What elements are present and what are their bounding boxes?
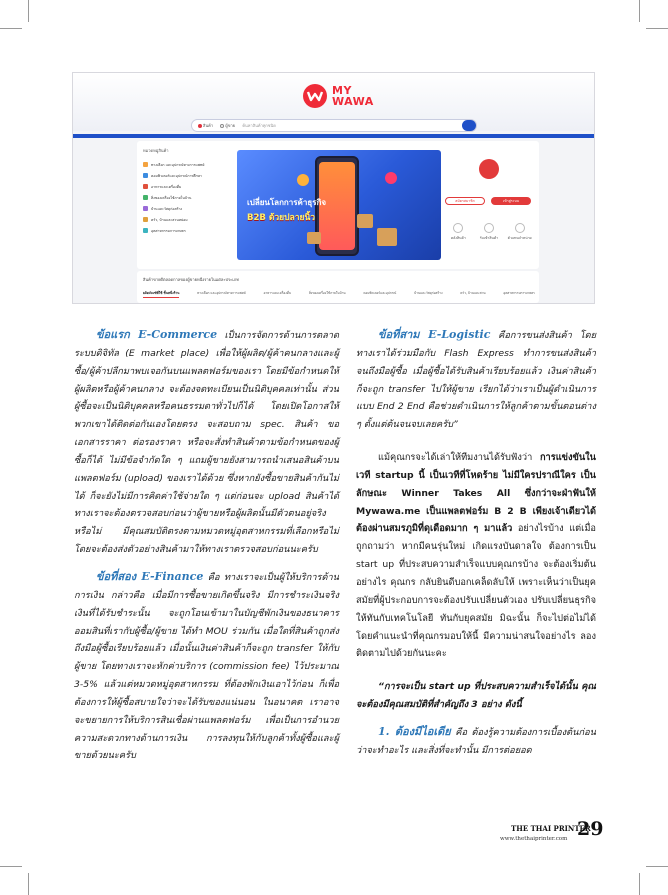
crop-mark — [28, 0, 29, 22]
category-title: หมวดหมู่สินค้า — [143, 148, 169, 153]
inbox-icon — [484, 223, 494, 233]
category-label: สิ่งของเครื่องใช้ภายในบ้าน — [151, 195, 192, 200]
quick-links — [443, 223, 535, 241]
search-option-label: สินค้า — [203, 123, 214, 128]
crop-mark — [646, 28, 668, 29]
logo-text — [332, 85, 374, 107]
magazine-brand: THE THAI PRINTER — [511, 824, 591, 833]
tab-item[interactable]: บ้านและวัสดุก่อสร้าง — [414, 291, 443, 295]
lead-efinance: ข้อที่สอง E-Finance — [96, 569, 204, 583]
category-icon — [143, 228, 148, 233]
crop-mark — [0, 28, 22, 29]
category-icon — [143, 173, 148, 178]
search-option-label: ผู้ขาย — [225, 123, 236, 128]
category-icon — [143, 184, 148, 189]
login-button[interactable]: เข้าสู่ระบบ — [491, 197, 531, 205]
warehouse-icon — [453, 223, 463, 233]
category-item[interactable] — [143, 203, 235, 214]
quick-link[interactable] — [477, 223, 501, 241]
tab-item[interactable]: ผลิตภัณฑ์ที่ใช้ ชิ้นหนึ่งร้าน — [143, 291, 179, 298]
parcel-illustration — [357, 214, 373, 228]
logo-text-line-2: WAWA — [332, 95, 374, 108]
paragraph-gap — [356, 434, 596, 449]
search-bar[interactable] — [191, 119, 477, 132]
tab-item[interactable]: ครัว, บ้านและสวน — [460, 291, 486, 295]
category-label: อุตสาหกรรมการเกษตร — [151, 228, 186, 233]
search-input[interactable]: ค้นหาสินค้าทุกชนิด — [242, 123, 276, 128]
crop-mark — [639, 0, 640, 22]
banner-subheadline: B2B ด้วยปลายนิ้ว — [247, 213, 316, 223]
lead-ecommerce: ข้อแรก E-Commerce — [96, 328, 218, 341]
register-button[interactable]: สมัครสมาชิก — [445, 197, 485, 205]
quick-link[interactable] — [508, 223, 532, 241]
quick-link[interactable] — [446, 223, 470, 241]
radio-icon — [198, 124, 202, 128]
website-screenshot — [72, 72, 595, 304]
logo-text-line-1: MY — [332, 84, 352, 97]
quick-link-label: รับเข้าสินค้า — [479, 236, 499, 240]
tab-item[interactable]: ทางเลือก และอุปกรณ์ทางการแพทย์ — [197, 291, 246, 295]
category-icon — [143, 206, 148, 211]
crop-mark — [639, 873, 640, 895]
startup-intro: แม้คุณกรจะได้เล่าให้ทีมงานได้รับฟังว่า — [378, 452, 540, 464]
category-item[interactable] — [143, 192, 235, 203]
mywawa-logo — [302, 83, 372, 113]
body-efinance: คือ ทางเราจะเป็นผู้ให้บริการด้านการเงิน กล่าวคือ เมื่อมีการซื้อขายเกิดขึ้นจริง มีการชำระเงินจริง เงินที่ได้รับชำระนั้น จะถูกโอนเข้ามาในบัญชีพักเงินของธนาคาร ออมสินที่เรากับผู้ซื้อ/ผู้ขาย ได้ทำ MOU ร่วมกัน เมื่อใดที่สินค้าถูกส่งถึงมือผู้ซื้อเรียบร้อยแล้ว เมื่อนั้นเงินค่าสินค้าก็จะถูก transfer ให้กับผู้ขาย โดยทางเราจะหักค่าบริการ (commission fee) ไว้ประมาณ 3-5% แล้วแต่หมวดหมู่อุตสาหกรรม ที่ต้องพักเงินเอาไว้ก่อน ก็เพื่อต้องการให้ผู้ซื้อสบายใจว่าจะได้รับของแน่นอน ในอนาคต เราอาจจะขยายการให้บริการสินเชื่อผ่านแพลตฟอร์ม เพื่อเป็นการอำนวยความสะดวกทางด้านการเงิน การลงทุนให้กับลูกค้าทั้งผู้ซื้อและผู้ขายด้วยนะครับ — [74, 571, 340, 762]
paragraph-gap — [356, 714, 596, 723]
site-header — [73, 73, 594, 131]
location-pin-icon — [385, 172, 397, 184]
category-item[interactable] — [143, 225, 235, 236]
category-icon — [143, 195, 148, 200]
paragraph-ecommerce — [74, 326, 339, 559]
body-idea: คือ ต้องรู้ความต้องการเบื้องต้นก่อนว่าจะทำอะไร และสิ่งที่จะทำนั้น มีการต่อยอด — [356, 726, 596, 756]
promo-banner[interactable] — [237, 150, 441, 260]
parcel-illustration — [377, 228, 397, 246]
category-label: ทางเลือก และอุปกรณ์ทางการแพทย์ — [151, 162, 205, 167]
strip-title: สินค้าขายดีตลอดกาลของผู้ขายหนึ่งรายในแต่ละประเภท — [143, 277, 239, 282]
paragraph-elogistic — [356, 326, 596, 434]
logo-mark-icon — [302, 83, 328, 109]
tab-item[interactable]: อาหารและเครื่องดื่ม — [263, 291, 292, 295]
left-column — [74, 326, 339, 765]
right-column — [356, 326, 596, 760]
category-label: บ้านและวัสดุก่อสร้าง — [151, 206, 183, 211]
dealer-icon — [515, 223, 525, 233]
lead-elogistic: ข้อที่สาม E-Logistic — [378, 328, 491, 341]
tab-item[interactable]: คอมพิวเตอร์และอุปกรณ์ — [363, 291, 397, 295]
search-option-products[interactable] — [198, 120, 213, 131]
category-item[interactable] — [143, 159, 235, 170]
category-item[interactable] — [143, 170, 235, 181]
quote: “การจะเป็น start up ที่ประสบความสำเร็จได้นั้น คุณจะต้องมีคุณสมบัติที่สำคัญถึง 3 อย่าง ดังนี้ — [356, 681, 596, 711]
crop-mark — [646, 866, 668, 867]
tab-item[interactable]: อุตสาหกรรมการเกษตร — [503, 291, 535, 295]
category-label: อาหารและเครื่องดื่ม — [151, 184, 182, 189]
category-list — [143, 147, 235, 236]
paragraph-gap — [74, 559, 339, 568]
crop-mark — [0, 866, 22, 867]
paragraph-efinance — [74, 568, 339, 765]
category-icon — [143, 162, 148, 167]
paragraph-startup — [356, 449, 596, 663]
main-card — [137, 141, 539, 269]
lead-idea: 1. ต้องมีไอเดีย — [378, 724, 451, 738]
paragraph-gap — [356, 663, 596, 678]
quick-link-label: ตัวแทนจำหน่าย — [507, 236, 532, 240]
user-panel — [443, 147, 535, 263]
magazine-url: www.thethaiprinter.com — [500, 836, 568, 842]
page-number: 29 — [577, 818, 604, 840]
crop-mark — [28, 873, 29, 895]
quick-link-label: คลังสินค้า — [450, 236, 466, 240]
startup-body: อย่างไรบ้าง แต่เมื่อถูกถามว่า หากมีคนรุ่นใหม่ เกิดแรงบันดาลใจ ต้องการเป็น start up ที่ประสบความสำเร็จแบบคุณกรบ้าง จะต้องเริ่มต้นอย่างไร คุณกร กลับยินดีบอกเคล็ดลับให้ เพราะเห็นว่าเป็นยุคสมัยที่ผู้ประกอบการจะต้องปรับเปลี่ยนตัวเอง ปรับเปลี่ยนธุรกิจให้ทันกับเทคโนโลยี ทันกับยุคสมัย มิฉะนั้น ก็จะไปต่อไม่ได้ โดยคำแนะนำที่คุณกรมอบให้นี้ มีความน่าสนใจอย่างไร ลองติดตามไปด้วยกันนะคะ — [356, 523, 596, 660]
avatar — [479, 159, 499, 179]
banner-headline: เปลี่ยนโลกการค้าธุรกิจ — [247, 198, 327, 207]
body-ecommerce: เป็นการจัดการด้านการตลาด ระบบดิจิทัล (E market place) เพื่อให้ผู้ผลิต/ผู้ค้าคนกลางและผู้ซื้อ/ผู้ค้าปลีกมาพบเจอกันบนแพลตฟอร์มของเรา โดยมีข้อกำหนดให้ผู้ผลิตหรือผู้ค้าคนกลาง จะต้องจดทะเบียนเป็นนิติบุคคลเท่านั้น ส่วนผู้ซื้อจะเป็นนิติบุคคลหรือคนธรรมดาทั่วไปก็ได้ โดยเปิดโอกาสให้พวกเขาได้ติดต่อกันเองโดยตรง จะสอบถาม spec. สินค้า ขอเอกสารราคา ต่อรองราคา หรือจะสั่งทำสินค้าตามข้อกำหนดของผู้ซื้อก็ได้ ไม่มีข้อจำกัดใด ๆ แถมผู้ขายยังสามารถนำเสนอสินค้าบนแพลตฟอร์ม (upload) ของเราได้ด้วย ซึ่งหากยังซื้อขายสินค้ากันไม่ได้ ก็จะยังไม่มีการคิดค่าใช้จ่ายใด ๆ แต่ก่อนจะ upload สินค้าได้ ทางเราจะต้องตรวจสอบก่อนว่าผู้ขายหรือผู้ผลิตนั้นมีตัวตนอยู่จริงหรือไม่ มีคุณสมบัติตรงตามหมวดหมู่อุตสาหกรรมที่เลือกหรือไม่ โดยจะต้องส่งตัวอย่างสินค้ามาให้ทางเราตรวจสอบก่อนนะครับ — [74, 330, 339, 556]
nav-bar — [73, 134, 594, 138]
category-icon — [143, 217, 148, 222]
radio-icon — [220, 124, 224, 128]
parcel-illustration — [307, 232, 321, 244]
category-tabs — [143, 291, 535, 298]
search-button[interactable] — [462, 120, 476, 131]
bestseller-strip — [137, 271, 539, 303]
body-elogistic: คือการขนส่งสินค้า โดยทางเราได้ร่วมมือกับ Flash Express ทำการขนส่งสินค้าจนถึงมือผู้ซื้อ เมื่อผู้ซื้อได้รับสินค้าเรียบร้อยแล้ว เงินค่าสินค้าก็จะถูก transfer ไปให้ผู้ขาย เรียกได้ว่าเราเป็นผู้ดำเนินการแบบ End 2 End คือช่วยดำเนินการให้ลูกค้าตามขั้นตอนต่าง ๆ ตั้งแต่ต้นจนจบเลยครับ” — [356, 330, 596, 431]
category-item[interactable] — [143, 214, 235, 225]
category-label: ครัว, บ้านและสวนหย่อม — [151, 217, 188, 222]
category-item[interactable] — [143, 181, 235, 192]
paragraph-idea — [356, 723, 596, 760]
tab-item[interactable]: สิ่งของเครื่องใช้ภายในบ้าน — [308, 291, 346, 295]
startup-highlight: การแข่งขันในเวที startup นี้ เป็นเวทีที่โหดร้าย ไม่มีใครปราณีใคร เป็นลักษณะ Winner Takes All ซึ่งกว่าจะฝ่าฟันให้ Mywawa.me เป็นแพลตฟอร์ม B 2 B เพียงเจ้าเดียวได้ ต้องผ่านสมรภูมิที่ดุเดือดมาก ๆ มาแล้ว — [356, 452, 596, 535]
location-pin-icon — [297, 174, 309, 186]
search-option-sellers[interactable] — [220, 120, 235, 131]
category-label: คอมพิวเตอร์และอุปกรณ์การศึกษา — [151, 173, 202, 178]
